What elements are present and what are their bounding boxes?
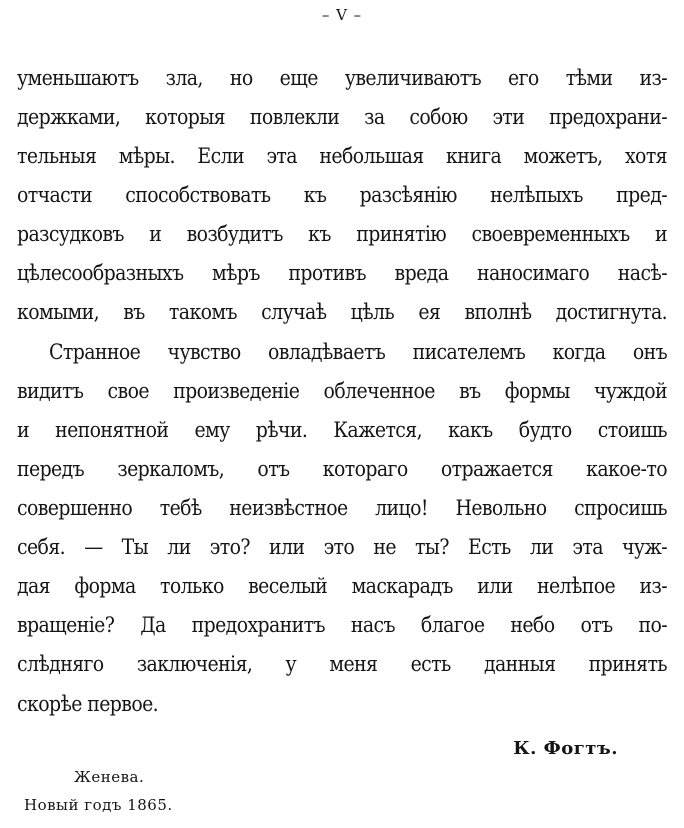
paragraph-2-line-8: вращеніе? Да предохранитъ насъ благое небо отъ по- xyxy=(17,613,667,637)
paragraph-2-line-5: совершенно тебѣ неизвѣстное лицо! Невольно спросишь xyxy=(17,496,667,520)
paragraph-1-line-5: разсудковъ и возбудитъ къ принятію своевременныхъ и xyxy=(17,222,667,246)
paragraph-2-line-3: и непонятной ему рѣчи. Кажется, какъ будто стоишь xyxy=(17,418,667,442)
paragraph-1-line-1: уменьшаютъ зла, но еще увеличиваютъ его тѣми из- xyxy=(17,66,667,90)
paragraph-2-line-6: себя. — Ты ли это? или это не ты? Есть ли эта чуж- xyxy=(17,535,667,559)
paragraph-1-line-4: отчасти способствовать къ разсѣянію нелѣпыхъ пред- xyxy=(17,183,667,207)
paragraph-1-line-3: тельныя мѣры. Если эта небольшая книга можетъ, хотя xyxy=(17,144,667,168)
author-signature: К. Фогтъ. xyxy=(513,738,618,759)
paragraph-1-line-6: цѣлесообразныхъ мѣръ противъ вреда наносимаго насѣ- xyxy=(17,261,667,285)
paragraph-2-line-7: дая форма только веселый маскарадъ или нелѣпое из- xyxy=(17,574,667,598)
place-line: Женева. xyxy=(74,768,145,786)
paragraph-1-line-7: комыми, въ такомъ случаѣ цѣль ея вполнѣ достигнута. xyxy=(17,300,667,324)
paragraph-2-line-1: Странное чувство овладѣваетъ писателемъ когда онъ xyxy=(49,340,667,364)
paragraph-2-line-10: скорѣе первое. xyxy=(17,692,159,716)
paragraph-1-line-2: держками, которыя повлекли за собою эти предохрани- xyxy=(17,105,667,129)
page-number: – V – xyxy=(321,6,363,24)
paragraph-2-line-4: передъ зеркаломъ, отъ котораго отражается какое-то xyxy=(17,457,667,481)
paragraph-2-line-9: слѣдняго заключенія, у меня есть данныя принять xyxy=(17,652,667,676)
paragraph-2-line-2: видитъ свое произведеніе облеченное въ формы чуждой xyxy=(17,379,667,403)
date-line: Новый годъ 1865. xyxy=(24,796,173,814)
